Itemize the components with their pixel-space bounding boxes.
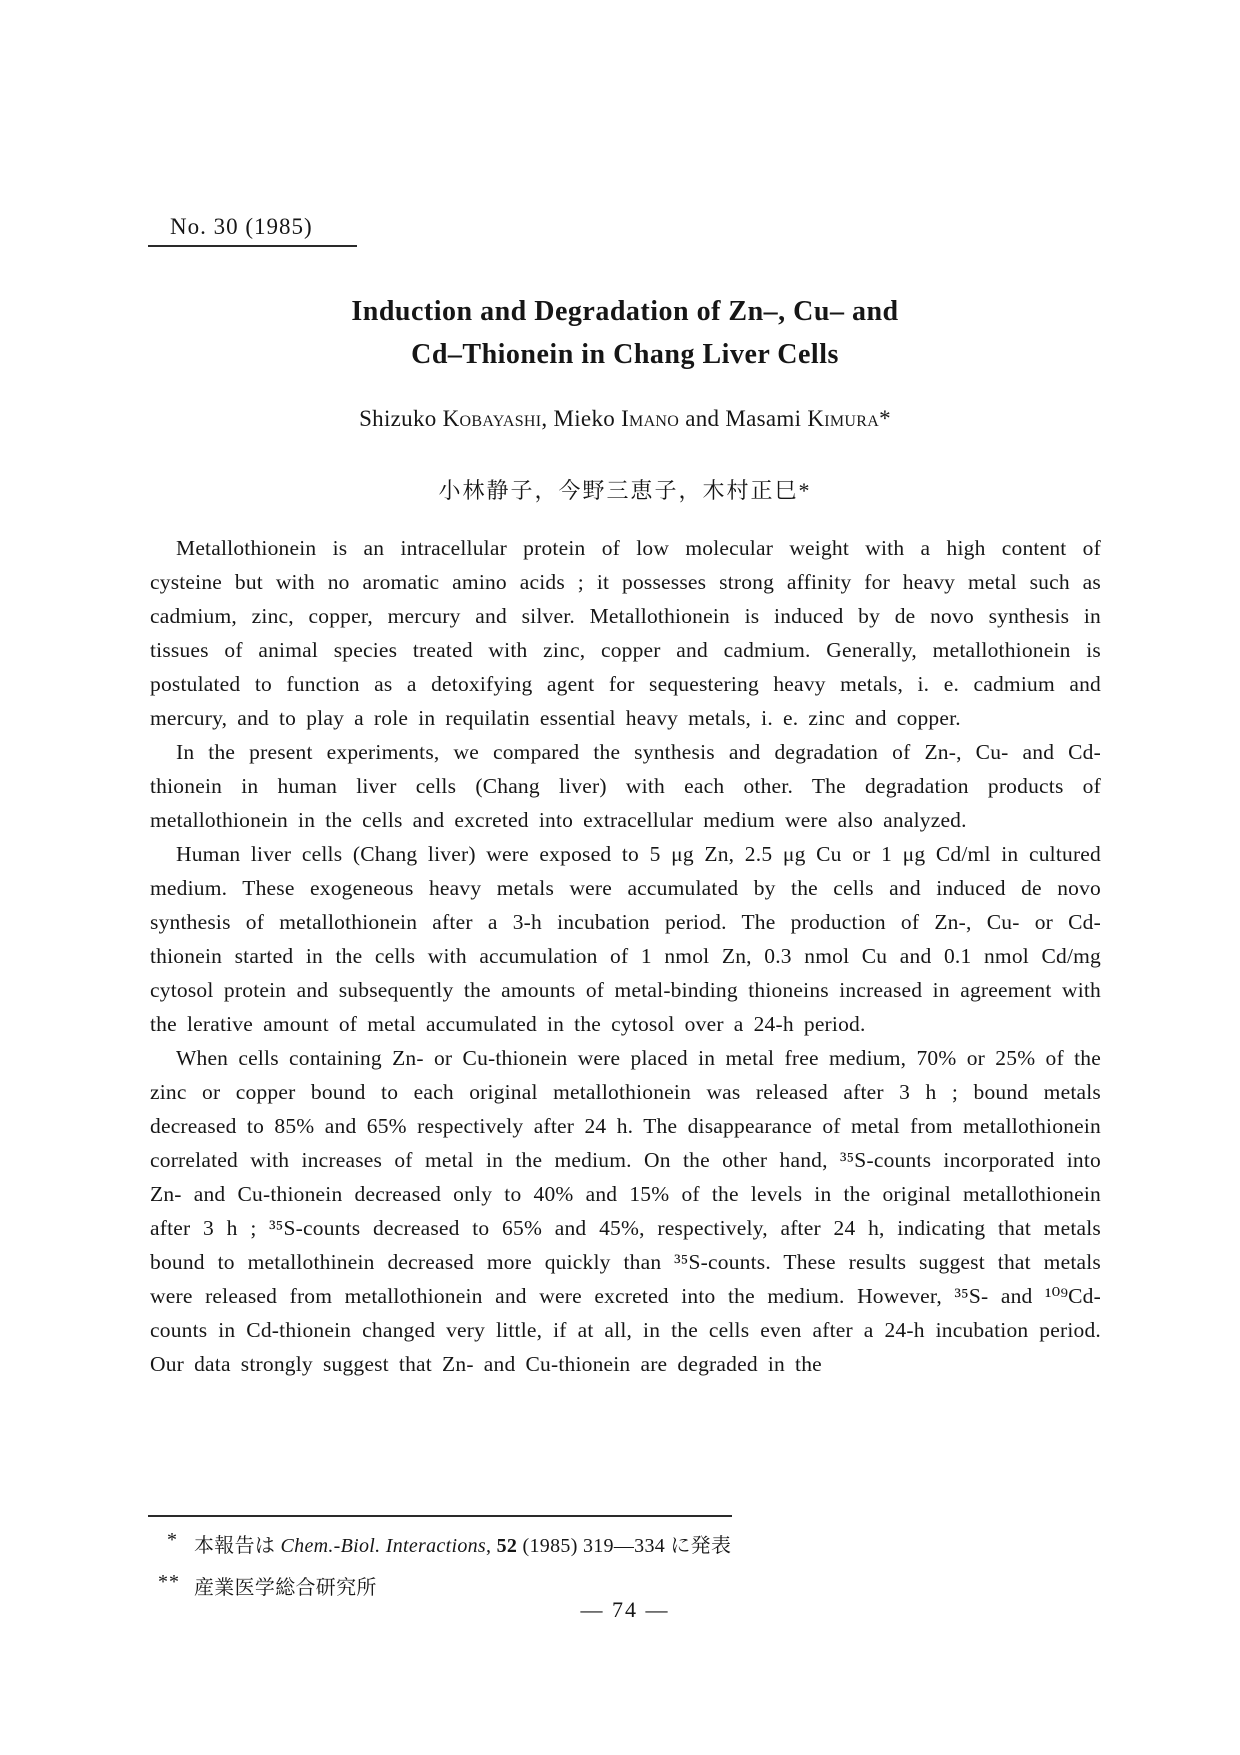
journal-name-italic: Chem.-Biol. Interactions — [280, 1535, 487, 1557]
footnote-divider-rule — [148, 1515, 732, 1517]
author-separator-2: and Masami — [679, 406, 808, 431]
paragraph-4: When cells containing Zn- or Cu-thionein were placed in metal free medium, 70% or 25% of the zinc or copper bound to each original metallothionein was released after 3 h ; bound metals decreased to 85% and 65% respectively after 24 h. The disappearance of metal from metallothionein correlated with increases of metal in the medium. On the other hand, ³⁵S-counts incorporated into Zn- and Cu-thionein decreased only to 40% and 15% of the levels in the original metallothionein after 3 h ; ³⁵S-counts decreased to 65% and 45%, respectively, after 24 h, indicating that metals bound to metallothinein decreased more quickly than ³⁵S-counts. These results suggest that metals were released from metallothionein and were excreted into the medium. However, ³⁵S- and ¹⁰⁹Cd-counts in Cd-thionein changed very little, if at all, in the cells even after a 24-h incubation period. Our data strongly suggest that Zn- and Cu-thionein are degraded in the — [150, 1046, 1101, 1376]
article-title — [150, 290, 1100, 376]
article-title-line1: Induction and Degradation of Zn–, Cu– and — [351, 296, 899, 327]
author-footnote-asterisk: * — [879, 406, 891, 431]
footnote-1 — [158, 1529, 1098, 1558]
page-number: — 74 — — [580, 1597, 670, 1622]
volume-number: 52 — [496, 1535, 518, 1557]
footnote-1-text-pre: 本報告は — [194, 1535, 281, 1557]
author-separator-1: , Mieko — [541, 406, 622, 431]
authors-english — [150, 406, 1100, 432]
footnote-2-text: 産業医学総合研究所 — [194, 1577, 377, 1599]
footnote-1-text — [194, 1529, 731, 1558]
journal-issue-label: No. 30 (1985) — [148, 214, 357, 247]
paragraph-3: Human liver cells (Chang liver) were exposed to 5 μg Zn, 2.5 μg Cu or 1 μg Cd/ml in cultured medium. These exogeneous heavy metals were accumulated by the cells and induced de novo synthesis of metallothionein after a 3-h incubation period. The production of Zn-, Cu- or Cd-thionein started in the cells with accumulation of 1 nmol Zn, 0.3 nmol Cu and 0.1 nmol Cd/mg cytosol protein and subsequently the amounts of metal-binding thioneins increased in agreement with the lerative amount of metal accumulated in the cytosol over a 24-h period. — [150, 842, 1101, 1036]
footnote-2 — [158, 1571, 1098, 1600]
author-3-family: Kimura — [807, 406, 880, 431]
paragraph-2: In the present experiments, we compared the synthesis and degradation of Zn-, Cu- and Cd-thionein in human liver cells (Chang liver) with each other. The degradation products of metallothionein in the cells and excreted into extracellular medium were also analyzed. — [150, 740, 1101, 832]
footnote-1-text-mid: , — [486, 1535, 497, 1557]
author-1-given: Shizuko — [359, 406, 443, 431]
author-1-family: Kobayashi — [442, 406, 542, 431]
abstract-body — [150, 531, 1101, 1381]
article-title-line2: Cd–Thionein in Chang Liver Cells — [411, 339, 839, 370]
author-2-family: Imano — [621, 406, 680, 431]
footnote-2-marker: ** — [158, 1571, 180, 1593]
paragraph-1: Metallothionein is an intracellular protein of low molecular weight with a high content of cysteine but with no aromatic amino acids ; it possesses strong affinity for heavy metal such as cadmium, zinc, copper, mercury and silver. Metallothionein is induced by de novo synthesis in tissues of animal species treated with zinc, copper and cadmium. Generally, metallothionein is postulated to function as a detoxifying agent for sequestering heavy metals, i. e. cadmium and mercury, and to play a role in requilatin essential heavy metals, i. e. zinc and copper. — [150, 536, 1101, 730]
footnote-1-marker: * — [167, 1529, 178, 1551]
footnote-1-text-post: (1985) 319—334 に発表 — [517, 1535, 732, 1557]
authors-japanese: 小林静子，今野三恵子，木村正巳* — [438, 478, 812, 503]
